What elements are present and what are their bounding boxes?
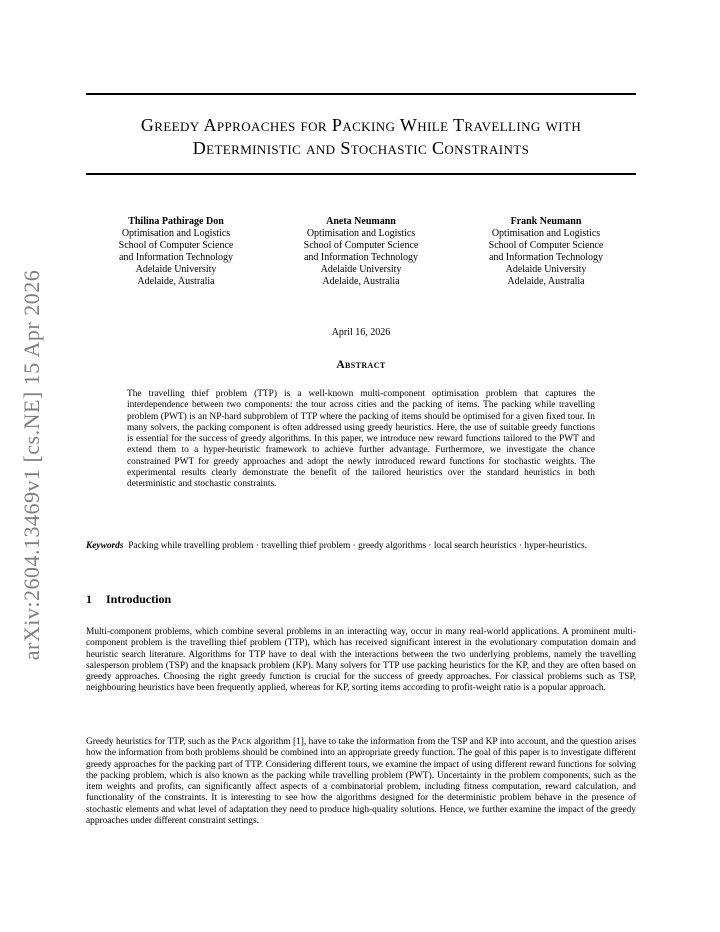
author-name: Thilina Pathirage Don <box>128 216 224 227</box>
abstract-heading: Abstract <box>336 359 386 371</box>
paragraph-text: algorithm [1], have to take the information from the TSP and KP into account, and the question arises how the information from both problems should be combined into an appropriate greedy function. The goal of this paper is to investigate different greedy approaches for the packing part of TTP. Considering different tours, we examine the impact of using different reward functions for solving the packing problem, which is also known as the packing while travelling problem (PWT). Uncertainty in the problem components, such as the item weights and profits, can significantly affect aspects of a combinatorial problem, including fitness computation, reward calculation, and functionality of the constraints. It is interesting to see how the algorithms designed for the deterministic problem behave in the presence of stochastic elements and what level of adaptation they need to produce high-quality solutions. Hence, we further examine the impact of the greedy approaches under different constraint settings. <box>86 737 637 827</box>
author-affiliation-line: Adelaide University <box>135 264 217 275</box>
author-name: Frank Neumann <box>510 216 582 227</box>
paper-title <box>86 114 636 160</box>
author-affiliation-line: and Information Technology <box>303 252 419 263</box>
keywords <box>86 541 636 552</box>
author-affiliation-line: Adelaide University <box>505 264 587 275</box>
author-affiliation-line: Adelaide, Australia <box>137 276 215 287</box>
author-affiliation-line: School of Computer Science <box>303 240 419 251</box>
author-2 <box>271 216 451 288</box>
keywords-text: Packing while travelling problem · travelling thief problem · greedy algorithms · local search heuristics · hyper-heuristics. <box>128 541 587 551</box>
author-3 <box>456 216 636 288</box>
paper-date: April 16, 2026 <box>331 327 391 338</box>
intro-paragraph-1: Multi-component problems, which combine several problems in an interacting way, occur in many real-world applications. A prominent multi-component problem is the travelling thief problem (TTP), which has received significant interest in the evolutionary computation domain and heuristic search literature. Algorithms for TTP have to deal with the interactions between the two underlying problems, namely the travelling salesperson problem (TSP) and the knapsack problem (KP). Many solvers for TTP use packing heuristics for the KP, and they are often based on greedy approaches. Choosing the right greedy function is crucial for the success of greedy approaches. For classical problems such as TSP, neighbouring heuristics have been frequently applied, whereas for KP, sorting items according to profit-weight ratio is a popular approach. <box>86 627 636 694</box>
paper-title-line-2: Deterministic and Stochastic Constraints <box>192 138 530 158</box>
section-heading-introduction <box>86 592 636 607</box>
author-affiliation-line: School of Computer Science <box>488 240 604 251</box>
author-affiliation-line: Optimisation and Logistics <box>306 228 416 239</box>
author-block <box>86 216 636 288</box>
author-name: Aneta Neumann <box>326 216 396 227</box>
author-1 <box>86 216 266 288</box>
paragraph-text: Greedy heuristics for TTP, such as the <box>86 737 232 747</box>
section-title: Introduction <box>106 592 172 606</box>
title-rule-bottom <box>86 173 636 175</box>
author-affiliation-line: Adelaide, Australia <box>507 276 585 287</box>
author-affiliation-line: and Information Technology <box>488 252 604 263</box>
author-affiliation-line: Adelaide University <box>320 264 402 275</box>
title-rule-top <box>86 93 636 95</box>
arxiv-identifier: arXiv:2604.13469v1 [cs.NE] 15 Apr 2026 <box>19 269 44 661</box>
author-affiliation-line: School of Computer Science <box>118 240 234 251</box>
keywords-label: Keywords <box>86 541 124 551</box>
author-affiliation-line: Optimisation and Logistics <box>121 228 231 239</box>
abstract-text: The travelling thief problem (TTP) is a well-known multi-component optimisation problem that captures the interdependence between two components: the tour across cities and the packing of items. The packing while travelling problem (PWT) is an NP-hard subproblem of TTP where the packing of items should be optimised for a given fixed tour. In many solvers, the packing component is often addressed using greedy heuristics. Here, the use of suitable greedy functions is essential for the success of greedy algorithms. In this paper, we introduce new reward functions tailored to the PWT and extend them to a hyper-heuristic framework to achieve further advantage. Furthermore, we investigate the chance constrained PWT for greedy approaches and adopt the newly introduced reward functions for stochastic weights. The experimental results clearly demonstrate the benefit of the tailored heuristics over the standard heuristics in both deterministic and stochastic constraints. <box>127 389 595 490</box>
pack-algorithm-name: Pack <box>231 737 252 747</box>
section-number: 1 <box>86 592 92 606</box>
author-affiliation-line: Optimisation and Logistics <box>491 228 601 239</box>
paper-title-line-1: Greedy Approaches for Packing While Travelling with <box>140 115 582 135</box>
intro-paragraph-2 <box>86 737 636 827</box>
author-affiliation-line: and Information Technology <box>118 252 234 263</box>
author-affiliation-line: Adelaide, Australia <box>322 276 400 287</box>
